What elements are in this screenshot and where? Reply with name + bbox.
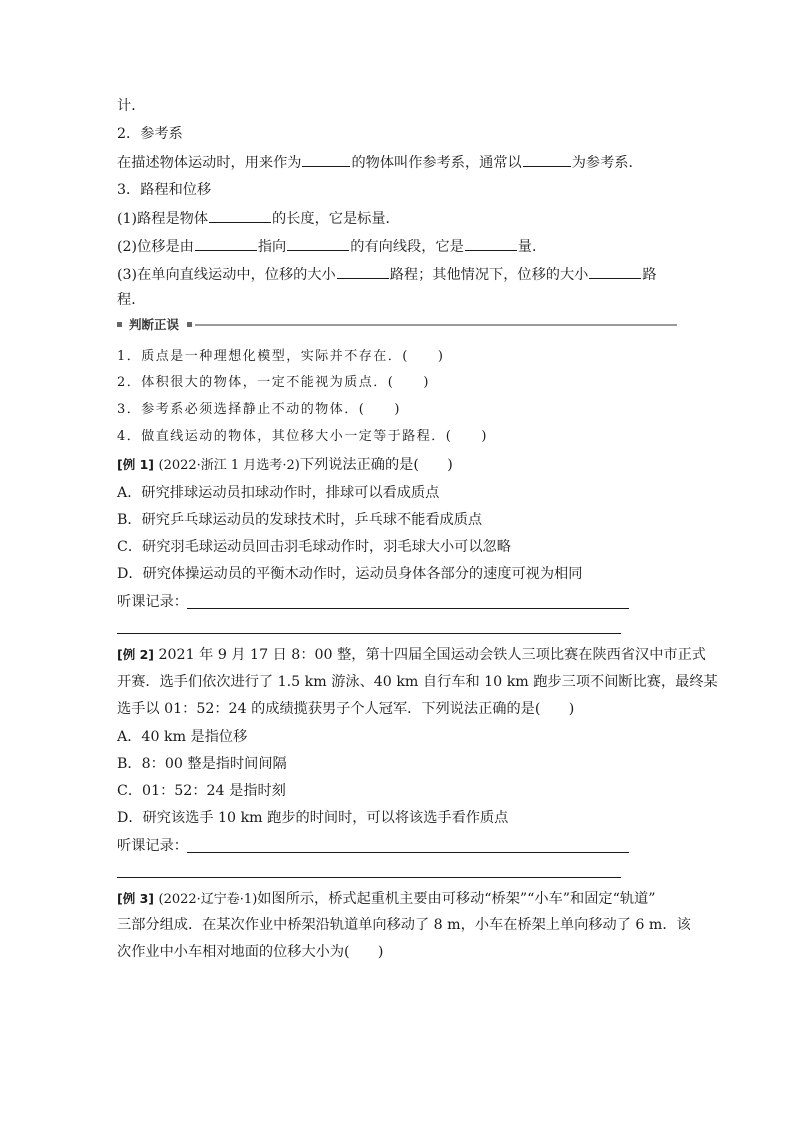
example-text: 2021 年 9 月 17 日 8：00 整，第十四届全国运动会铁人三项比赛在陕西省汉中市正式	[158, 647, 706, 663]
example-tag: [例 2]	[117, 647, 154, 662]
fill-blank	[287, 236, 349, 251]
example-3-line-3: 次作业中小车相对地面的位移大小为( )	[117, 944, 384, 960]
example-2-line-3: 选手以 01：52：24 的成绩揽获男子个人冠军．下列说法正确的是( )	[117, 701, 575, 717]
displacement-magnitude-text	[117, 264, 657, 285]
fill-blank	[302, 152, 350, 167]
fill-blank	[209, 208, 271, 223]
example-1-option-c: C．研究羽毛球运动员回击羽毛球动作时，羽毛球大小可以忽略	[117, 539, 511, 555]
text-segment: (2)位移是由	[117, 239, 194, 255]
example-1-option-a: A．研究排球运动员扣球动作时，排球可以看成质点	[117, 485, 440, 501]
example-2-line-2: 开赛．选手们依次进行了 1.5 km 游泳、40 km 自行车和 10 km 跑步三项不间断比赛，最终某	[117, 674, 718, 690]
example-2-option-b: B．8：00 整是指时间间隔	[117, 756, 287, 772]
intro-line: 计．	[117, 98, 146, 114]
text-segment: (3)在单向直线运动中，位移的大小	[117, 267, 336, 283]
section-divider	[195, 324, 677, 326]
text-segment: (1)路程是物体	[117, 211, 209, 227]
example-2-option-c: C．01：52：24 是指时刻	[117, 783, 286, 799]
displacement-magnitude-text-end: 程．	[117, 292, 146, 308]
fill-blank	[523, 152, 571, 167]
text-segment: 的长度，它是标量．	[272, 211, 400, 227]
notes-line	[117, 633, 621, 634]
example-3-line-1	[117, 889, 655, 910]
example-2-notes-label: 听课记录：	[117, 838, 188, 854]
example-3-line-2: 三部分组成．在某次作业中桥架沿轨道单向移动了 8 m，小车在桥架上单向移动了 6 m．该	[117, 917, 691, 933]
text-segment: 的物体叫作参考系，通常以	[351, 155, 522, 171]
example-text: 如图所示，桥式起重机主要由可移动“桥架”“小车”和固定“轨道”	[257, 891, 656, 907]
notes-line	[187, 608, 629, 609]
square-bullet-icon	[117, 322, 122, 327]
fill-blank	[337, 264, 389, 279]
example-source: (2022·辽宁卷·1)	[158, 892, 258, 907]
displacement-definition	[117, 236, 546, 257]
square-bullet-icon	[187, 322, 192, 327]
judge-item: 4．做直线运动的物体，其位移大小一定等于路程．( )	[117, 429, 488, 444]
example-2-option-a: A．40 km 是指位移	[117, 729, 248, 745]
text-segment: 为参考系．	[571, 155, 643, 171]
judge-item: 1．质点是一种理想化模型，实际并不存在．( )	[117, 349, 445, 364]
example-1-stem	[117, 455, 453, 476]
text-segment: 在描述物体运动时，用来作为	[117, 155, 302, 171]
fill-blank	[195, 236, 257, 251]
text-segment: 路	[642, 267, 657, 283]
example-1-notes-label: 听课记录：	[117, 594, 188, 610]
example-tag: [例 1]	[117, 457, 154, 472]
notes-line	[117, 877, 621, 878]
text-segment: 指向	[257, 239, 287, 255]
judge-item: 3．参考系必须选择静止不动的物体．( )	[117, 402, 401, 417]
text-segment: 量．	[517, 239, 547, 255]
example-2-option-d: D．研究该选手 10 km 跑步的时间时，可以将该选手看作质点	[117, 810, 509, 826]
judge-item: 2．体积很大的物体，一定不能视为质点．( )	[117, 375, 430, 390]
text-segment: 的有向线段，它是	[350, 239, 464, 255]
example-question: 下列说法正确的是( )	[299, 457, 453, 473]
text-segment: 路程；其他情况下，位移的大小	[389, 267, 589, 283]
notes-line	[187, 852, 629, 853]
example-source: (2022·浙江 1 月选考·2)	[158, 458, 300, 473]
reference-frame-text	[117, 152, 643, 173]
example-1-option-d: D．研究体操运动员的平衡木动作时，运动员身体各部分的速度可视为相同	[117, 566, 583, 582]
fill-blank	[465, 236, 517, 251]
example-1-option-b: B．研究乒乓球运动员的发球技术时，乒乓球不能看成质点	[117, 512, 483, 528]
section-header-true-false	[117, 316, 677, 334]
path-definition	[117, 208, 400, 229]
section-title: 判断正误	[129, 317, 180, 332]
heading-path-displacement: 3．路程和位移	[117, 182, 212, 198]
heading-reference-frame: 2．参考系	[117, 126, 183, 142]
fill-blank	[589, 264, 641, 279]
example-tag: [例 3]	[117, 891, 154, 906]
example-2-line-1	[117, 645, 706, 665]
